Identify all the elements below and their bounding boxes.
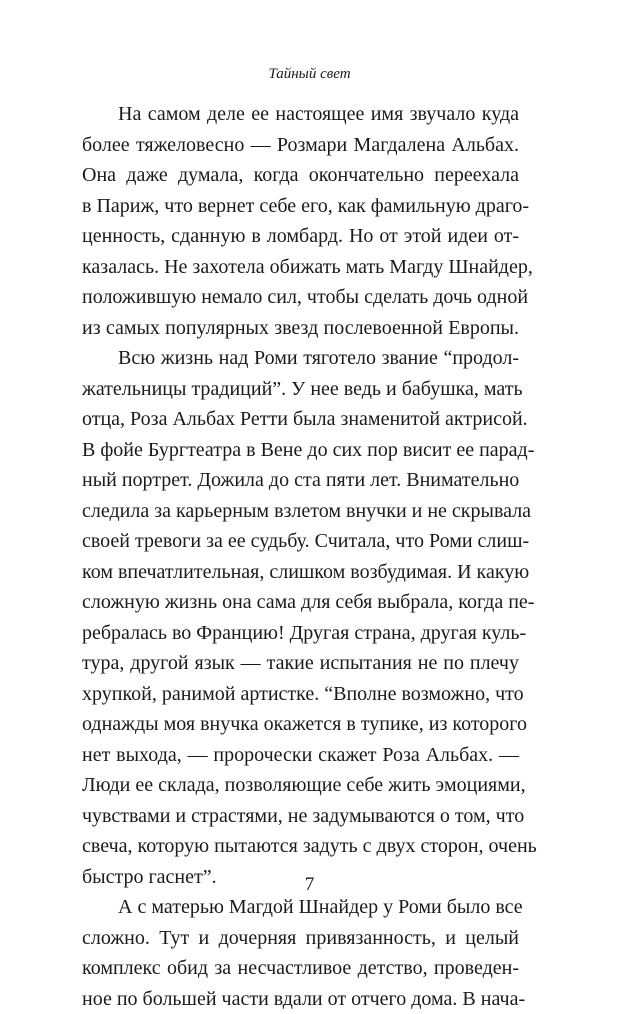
text-line: более тяжеловесно — Розмари Магдалена Альбах. [82, 130, 519, 161]
text-line: казалась. Не захотела обижать мать Магду Шнайдер, [82, 252, 519, 283]
text-line: комплекс обид за несчастливое детство, проведен- [82, 953, 519, 984]
text-line: жательницы традиций”. У нее ведь и бабушка, мать [82, 374, 519, 405]
text-line: сложную жизнь она сама для себя выбрала, когда пе- [82, 587, 519, 618]
text-line: ценность, сданную в ломбард. Но от этой идеи от- [82, 221, 519, 252]
text-line: сложно. Тут и дочерняя привязанность, и целый [82, 923, 519, 954]
text-line: А с матерью Магдой Шнайдер у Роми было все [82, 892, 519, 923]
page-number: 7 [0, 873, 619, 897]
text-line: чувствами и страстями, не задумываются о том, что [82, 801, 519, 832]
text-line: ное по большей части вдали от отчего дома. В нача- [82, 984, 519, 1014]
text-line: тура, другой язык — такие испытания не по плечу [82, 648, 519, 679]
text-line: следила за карьерным взлетом внучки и не скрывала [82, 496, 519, 527]
text-line: положившую немало сил, чтобы сделать дочь одной [82, 282, 519, 313]
paragraph-2 [82, 343, 519, 892]
text-line: нет выхода, — пророчески скажет Роза Альбах. — [82, 740, 519, 771]
text-line: в Париж, что вернет себе его, как фамильную драго- [82, 191, 519, 222]
paragraph-1 [82, 99, 519, 343]
text-line: своей тревоги за ее судьбу. Считала, что Роми слиш- [82, 526, 519, 557]
text-line: Она даже думала, когда окончательно переехала [82, 160, 519, 191]
paragraph-3 [82, 892, 519, 1014]
text-line: отца, Роза Альбах Ретти была знаменитой актрисой. [82, 404, 519, 435]
text-line: ный портрет. Дожила до ста пяти лет. Внимательно [82, 465, 519, 496]
text-line: хрупкой, ранимой артистке. “Вполне возможно, что [82, 679, 519, 710]
text-line: из самых популярных звезд послевоенной Европы. [82, 313, 519, 344]
text-line: Всю жизнь над Роми тяготело звание “продол- [82, 343, 519, 374]
text-line: Люди ее склада, позволяющие себе жить эмоциями, [82, 770, 519, 801]
text-line: На самом деле ее настоящее имя звучало куда [82, 99, 519, 130]
running-head: Тайный свет [0, 64, 619, 84]
text-line: ребралась во Францию! Другая страна, другая куль- [82, 618, 519, 649]
text-line: однажды моя внучка окажется в тупике, из которого [82, 709, 519, 740]
text-line: В фойе Бургтеатра в Вене до сих пор висит ее парад- [82, 435, 519, 466]
text-line: ком впечатлительная, слишком возбудимая. И какую [82, 557, 519, 588]
text-line: быстро гаснет”. [82, 862, 519, 893]
text-line: свеча, которую пытаются задуть с двух сторон, очень [82, 831, 519, 862]
